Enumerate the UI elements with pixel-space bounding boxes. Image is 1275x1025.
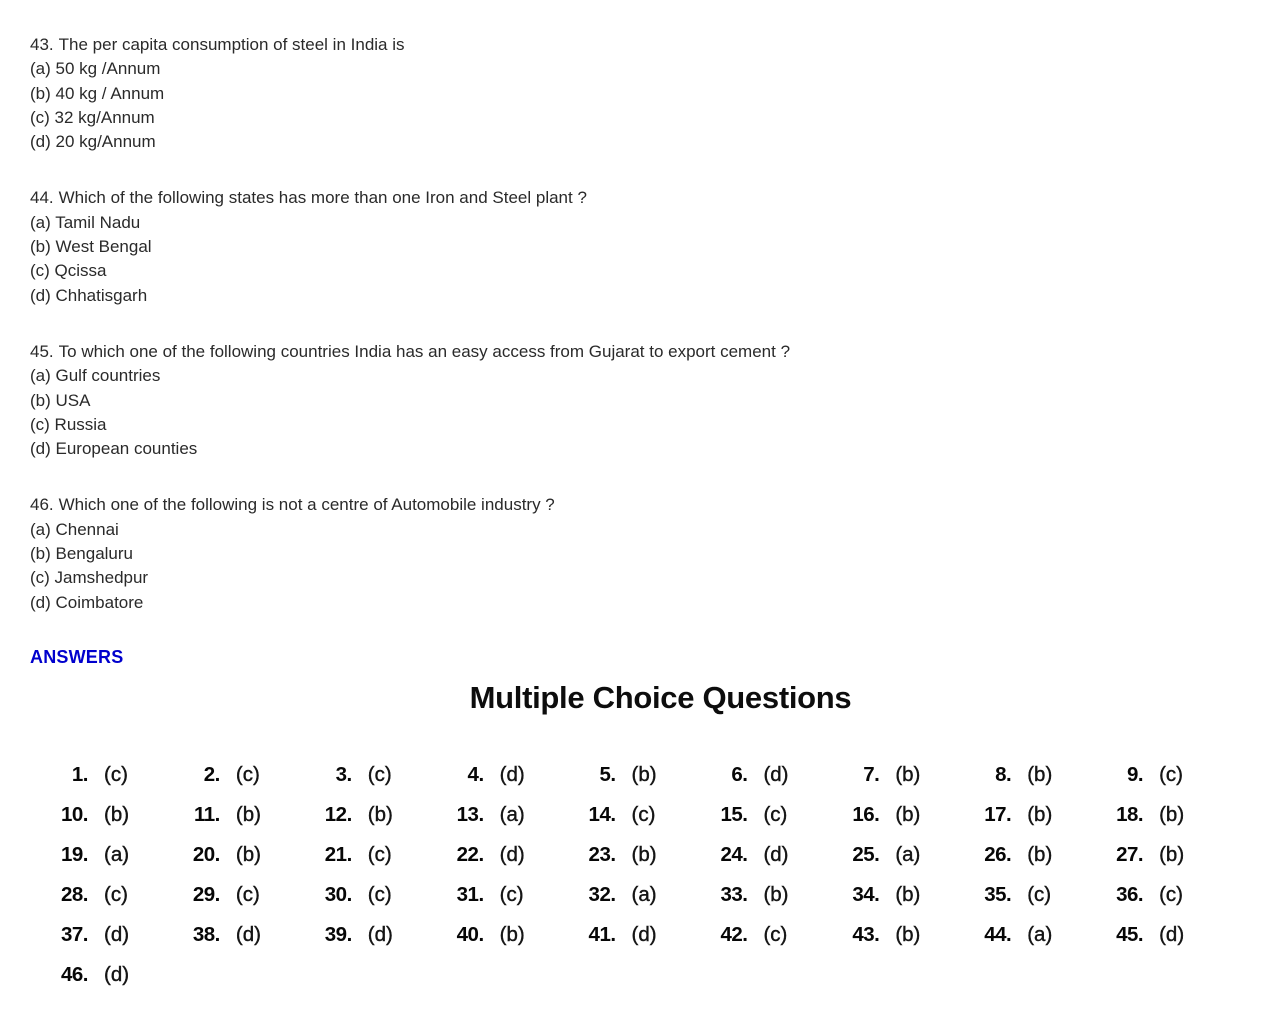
question-stem: To which one of the following countries India has an easy access from Gujarat to export cement ? — [58, 341, 791, 361]
answer-letter: (c) — [367, 882, 392, 906]
answer-letter: (b) — [235, 802, 261, 826]
question-option: (c) Russia — [30, 414, 107, 434]
question-option: (b) 40 kg / Annum — [30, 83, 165, 103]
answer-entry — [172, 883, 304, 907]
answer-number: 38. — [192, 922, 220, 946]
answer-number: 25. — [852, 842, 880, 866]
answer-entry — [436, 843, 568, 867]
answer-letter: (b) — [104, 802, 130, 826]
answer-letter: (b) — [1159, 802, 1185, 826]
answer-entry — [831, 763, 963, 787]
question-block-44 — [30, 186, 1245, 307]
answer-entry — [172, 803, 304, 827]
answer-letter: (c) — [367, 762, 392, 786]
answer-letter: (c) — [631, 802, 656, 826]
answers-heading: ANSWERS — [30, 646, 124, 667]
answer-entry — [40, 923, 172, 947]
answer-entry — [40, 963, 172, 987]
question-stem: Which of the following states has more than one Iron and Steel plant ? — [58, 188, 587, 208]
answer-letter: (b) — [235, 842, 261, 866]
answer-entry — [304, 843, 436, 867]
answer-entry — [1095, 843, 1227, 867]
answer-letter: (d) — [631, 922, 657, 946]
answer-number: 34. — [852, 882, 880, 906]
answer-letter: (b) — [895, 882, 921, 906]
question-option: (b) Bengaluru — [30, 544, 134, 564]
question-option: (a) Tamil Nadu — [30, 212, 141, 232]
answer-letter: (b) — [895, 762, 921, 786]
answer-number: 2. — [203, 762, 220, 786]
answer-number: 4. — [467, 762, 484, 786]
answer-number: 39. — [324, 922, 352, 946]
answer-entry — [568, 923, 700, 947]
answer-number: 41. — [588, 922, 616, 946]
answer-number: 10. — [61, 802, 88, 826]
answer-letter: (d) — [235, 922, 261, 946]
answer-letter: (c) — [1159, 882, 1184, 906]
answer-entry — [963, 803, 1095, 827]
answer-entry — [436, 763, 568, 787]
answer-number: 6. — [731, 762, 748, 786]
answer-number: 33. — [720, 882, 748, 906]
answer-letter: (c) — [104, 882, 128, 906]
answer-number: 29. — [192, 882, 220, 906]
answer-letter: (d) — [499, 762, 525, 786]
answer-number: 28. — [61, 882, 88, 906]
answer-entry — [436, 883, 568, 907]
question-number: 43. — [30, 35, 54, 54]
answer-number: 7. — [863, 762, 880, 786]
answer-letter: (b) — [763, 882, 789, 906]
answer-letter: (c) — [367, 842, 392, 866]
answer-entry — [1095, 803, 1227, 827]
answer-key-title: Multiple Choice Questions — [469, 679, 852, 715]
answer-letter: (c) — [1159, 762, 1184, 786]
answer-entry — [172, 843, 304, 867]
answer-entry — [831, 843, 963, 867]
question-text — [30, 493, 1245, 517]
answer-entry — [831, 923, 963, 947]
answer-letter: (a) — [1027, 922, 1053, 946]
answer-entry — [699, 843, 831, 867]
answer-number: 11. — [194, 802, 220, 826]
answer-letter: (c) — [235, 762, 260, 786]
answer-letter: (c) — [763, 922, 788, 946]
question-number: 45. — [30, 341, 54, 361]
answer-number: 27. — [1116, 842, 1144, 866]
answer-number: 35. — [984, 882, 1012, 906]
answer-number: 42. — [720, 922, 748, 946]
answer-entry — [1095, 923, 1227, 947]
answer-number: 40. — [456, 922, 484, 946]
answer-number: 23. — [588, 842, 616, 866]
answer-number: 30. — [324, 882, 352, 906]
answer-entry — [568, 763, 700, 787]
answer-entry — [1095, 883, 1227, 907]
answer-number: 37. — [61, 922, 88, 946]
answer-letter: (b) — [631, 842, 657, 866]
answer-entry — [699, 803, 831, 827]
answer-number: 1. — [71, 762, 88, 786]
question-block-45 — [30, 340, 1245, 461]
answer-entry — [40, 763, 172, 787]
answer-entry — [963, 923, 1095, 947]
answer-letter: (b) — [631, 762, 657, 786]
question-option: (a) Chennai — [30, 519, 119, 539]
question-option: (d) European counties — [30, 439, 198, 459]
answer-entry — [172, 763, 304, 787]
answer-letter: (d) — [104, 962, 130, 986]
answer-letter: (c) — [235, 882, 260, 906]
question-option: (b) West Bengal — [30, 237, 152, 257]
question-option: (b) USA — [30, 390, 91, 410]
answer-number: 19. — [61, 842, 88, 866]
answer-entry — [40, 883, 172, 907]
answer-entry — [304, 803, 436, 827]
answer-entry — [963, 883, 1095, 907]
answer-letter: (c) — [763, 802, 788, 826]
answer-number: 32. — [588, 882, 616, 906]
answer-entry — [568, 803, 700, 827]
answer-number: 17. — [984, 802, 1012, 826]
answer-letter: (b) — [1159, 842, 1185, 866]
answer-letter: (a) — [631, 882, 657, 906]
answer-number: 8. — [995, 762, 1012, 786]
answer-entry — [699, 763, 831, 787]
answer-key-section — [30, 680, 1245, 987]
answer-entry — [568, 843, 700, 867]
answer-number: 13. — [456, 802, 484, 826]
question-option: (a) Gulf countries — [30, 366, 161, 386]
answer-number: 31. — [456, 882, 484, 906]
answer-number: 26. — [984, 842, 1012, 866]
answer-letter: (a) — [895, 842, 921, 866]
answer-number: 45. — [1116, 922, 1144, 946]
answer-number: 21. — [324, 842, 352, 866]
answer-letter: (b) — [1027, 802, 1053, 826]
answer-entry — [436, 803, 568, 827]
answer-number: 24. — [720, 842, 748, 866]
answer-number: 15. — [720, 802, 748, 826]
answer-letter: (d) — [499, 842, 525, 866]
answer-number: 22. — [456, 842, 484, 866]
answer-number: 16. — [852, 802, 880, 826]
question-text — [30, 33, 1245, 57]
question-block-43 — [30, 33, 1245, 154]
answer-number: 18. — [1116, 802, 1144, 826]
answer-number: 5. — [599, 762, 616, 786]
answer-number: 36. — [1116, 882, 1144, 906]
question-option: (c) Jamshedpur — [30, 568, 149, 588]
answer-letter: (d) — [763, 842, 789, 866]
answer-entry — [304, 923, 436, 947]
answer-letter: (d) — [104, 922, 130, 946]
question-option: (d) Coimbatore — [30, 592, 144, 612]
answer-number: 43. — [852, 922, 880, 946]
question-option: (d) 20 kg/Annum — [30, 132, 156, 152]
answer-entry — [831, 803, 963, 827]
answer-letter: (a) — [499, 802, 525, 826]
answer-entry — [699, 883, 831, 907]
answer-letter: (b) — [499, 922, 525, 946]
answer-letter: (c) — [104, 762, 128, 786]
question-text — [30, 186, 1245, 210]
answer-number: 44. — [984, 922, 1012, 946]
answer-letter: (b) — [367, 802, 393, 826]
answer-number: 14. — [588, 802, 616, 826]
question-option: (c) Qcissa — [30, 261, 107, 281]
question-stem: Which one of the following is not a centre of Automobile industry ? — [58, 495, 555, 515]
answer-entry — [40, 803, 172, 827]
answer-entry — [172, 923, 304, 947]
answer-letter: (d) — [1159, 922, 1185, 946]
answer-letter: (b) — [895, 802, 921, 826]
answer-entry — [699, 923, 831, 947]
answer-letter: (a) — [104, 842, 130, 866]
answer-letter: (c) — [1027, 882, 1052, 906]
answer-number: 12. — [324, 802, 352, 826]
answer-entry — [831, 883, 963, 907]
answer-entry — [1095, 763, 1227, 787]
answer-entry — [963, 763, 1095, 787]
question-option: (a) 50 kg /Annum — [30, 59, 161, 79]
answer-grid — [40, 763, 1227, 987]
answer-letter: (b) — [895, 922, 921, 946]
answer-number: 3. — [335, 762, 352, 786]
answer-letter: (b) — [1027, 762, 1053, 786]
question-number: 44. — [30, 188, 54, 208]
question-text — [30, 340, 1245, 364]
answer-number: 46. — [61, 962, 88, 986]
question-option: (c) 32 kg/Annum — [30, 107, 155, 127]
answer-entry — [568, 883, 700, 907]
question-number: 46. — [30, 495, 54, 515]
question-option: (d) Chhatisgarh — [30, 285, 148, 305]
answer-entry — [436, 923, 568, 947]
answer-entry — [304, 883, 436, 907]
answer-number: 20. — [192, 842, 220, 866]
answer-letter: (b) — [1027, 842, 1053, 866]
answer-letter: (d) — [367, 922, 393, 946]
question-stem: The per capita consumption of steel in India is — [58, 35, 405, 54]
answer-entry — [963, 843, 1095, 867]
answer-number: 9. — [1127, 762, 1144, 786]
answer-entry — [304, 763, 436, 787]
answer-letter: (c) — [499, 882, 524, 906]
question-block-46 — [30, 493, 1245, 614]
answer-entry — [40, 843, 172, 867]
answer-letter: (d) — [763, 762, 789, 786]
